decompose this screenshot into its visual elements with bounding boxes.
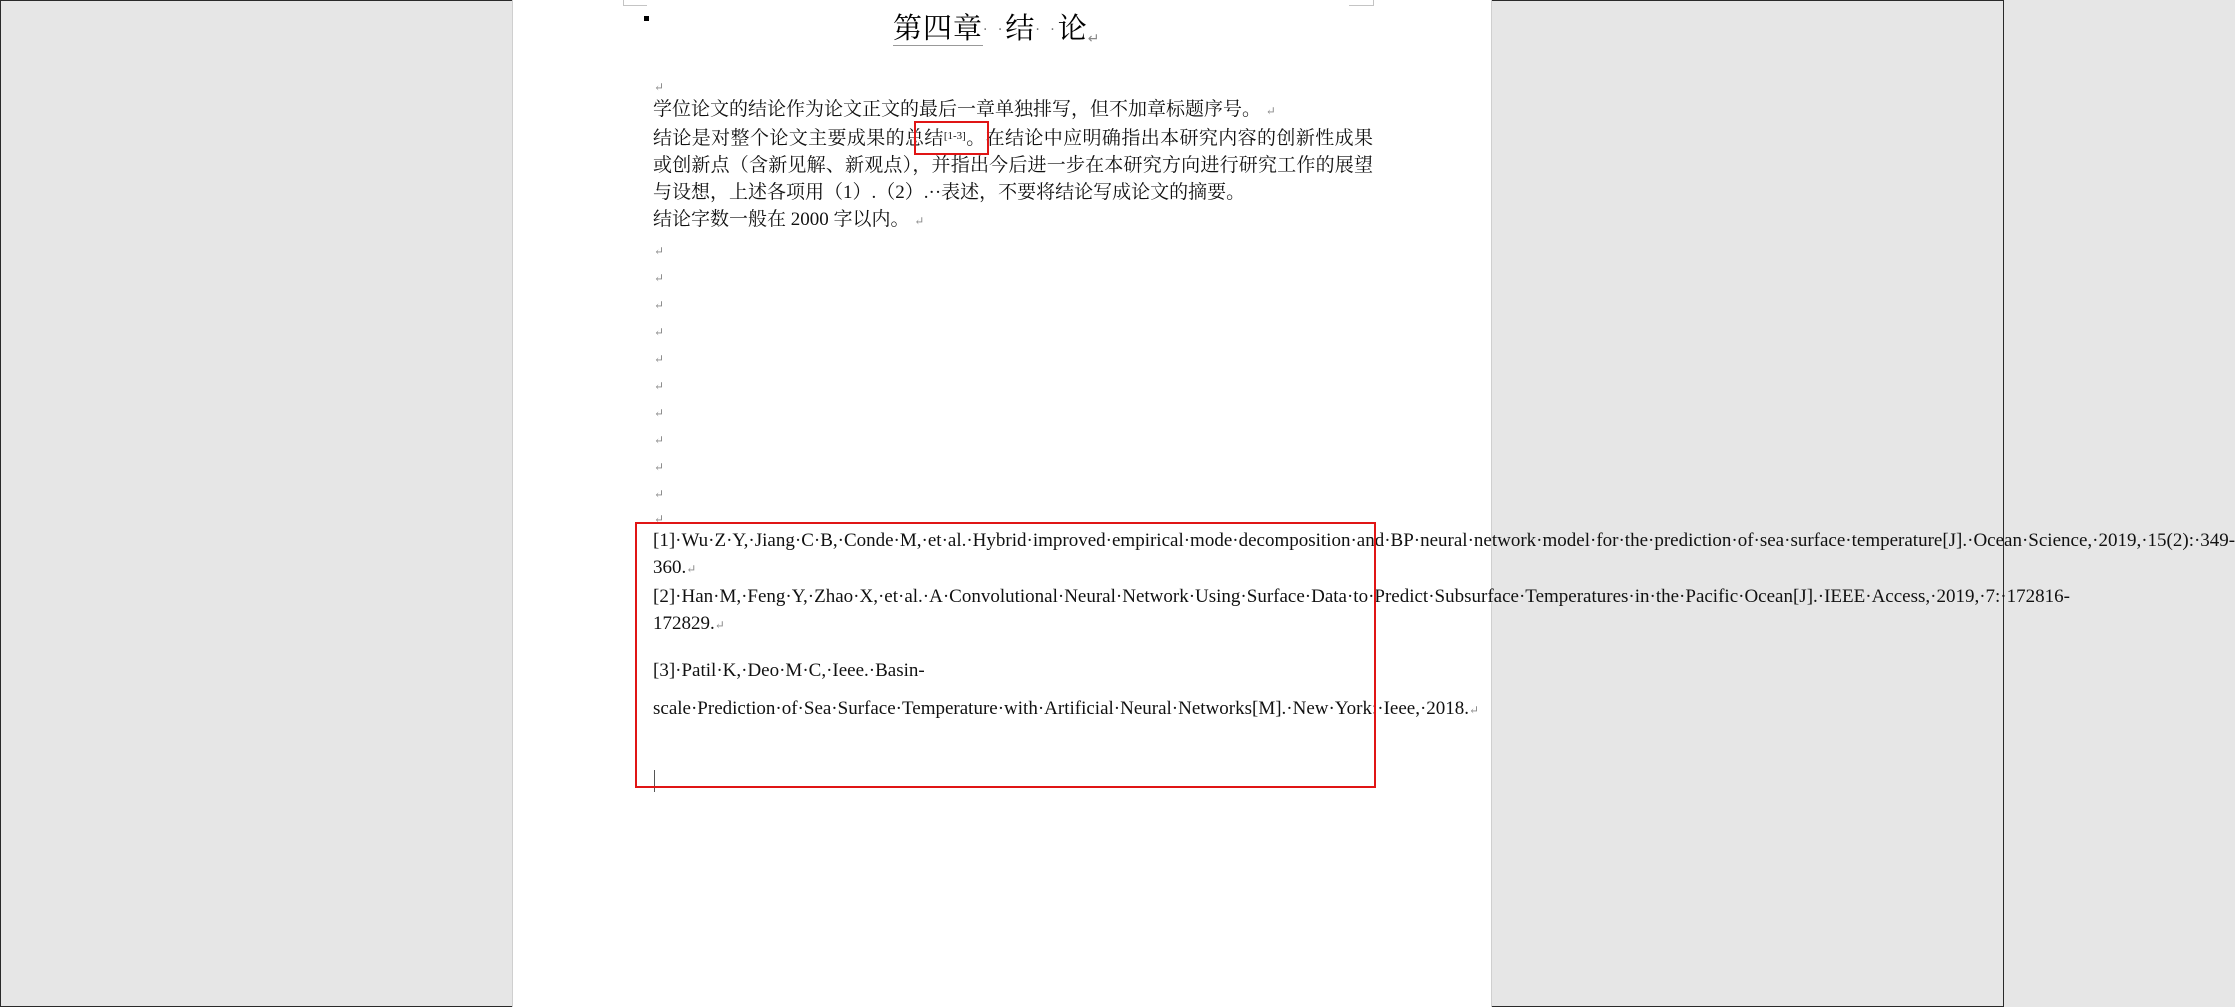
body-text[interactable] bbox=[653, 96, 1373, 235]
paragraph-mark-icon: ↵ bbox=[654, 244, 665, 258]
paragraph-mark-icon: ↵ bbox=[654, 325, 665, 339]
heading-bullet-marker bbox=[644, 16, 649, 21]
title-space-marks-2: · · bbox=[1035, 22, 1058, 38]
body-paragraph-2: 结论是对整个论文主要成果的总结[1-3]。在结论中应明确指出本研究内容的创新性成果或创新点（含新见解、新观点），并指出今后进一步在本研究方向进行研究工作的展望与设想，上述各项用（1）.（2）.··表述，不要将结论写成论文的摘要。 bbox=[653, 128, 1373, 203]
paragraph-mark-icon: ↵ bbox=[1469, 703, 1480, 717]
reference-item: [1]·Wu·Z·Y,·Jiang·C·B,·Conde·M,·et·al.·Hybrid·improved·empirical·mode·decomposition·and·BP·neural·network·model·for·the·prediction·of·sea·surface·temperature[J].·Ocean·Science,·2019,·15(2):·349-360.↵ bbox=[653, 530, 2235, 578]
chapter-title[interactable] bbox=[893, 6, 1101, 47]
paragraph-mark-icon: ↵ bbox=[654, 271, 665, 285]
paragraph-mark-icon: ↵ bbox=[654, 512, 665, 526]
paragraph-mark-icon: ↵ bbox=[654, 433, 665, 447]
reference-item: [2]·Han·M,·Feng·Y,·Zhao·X,·et·al.·A·Convolutional·Neural·Network·Using·Surface·Data·to·Predict·Subsurface·Temperatures·in·the·Pacific·Ocean[J].·IEEE·Access,·2019,·7:·172816-172829.↵ bbox=[653, 586, 2070, 634]
paragraph-mark-icon: ↵ bbox=[654, 298, 665, 312]
body-paragraph-3: 结论字数一般在 2000 字以内。 ↵ bbox=[653, 209, 925, 230]
crop-mark-right bbox=[1373, 0, 1374, 6]
body-paragraph-1: 学位论文的结论作为论文正文的最后一章单独排写，但不加章标题序号。 ↵ bbox=[653, 99, 1276, 120]
paragraph-mark-icon: ↵ bbox=[686, 562, 697, 576]
paragraph-mark-icon: ↵ bbox=[1087, 31, 1101, 47]
chapter-title-char1: 结 bbox=[1005, 11, 1036, 45]
citation-superscript[interactable]: [1-3] bbox=[943, 130, 966, 142]
paragraph-mark-icon: ↵ bbox=[654, 406, 665, 420]
document-page[interactable] bbox=[512, 0, 2235, 1007]
title-space-marks: · · bbox=[983, 22, 1006, 38]
chapter-title-char2: 论 bbox=[1057, 11, 1088, 45]
chapter-number: 第四章 bbox=[893, 11, 984, 45]
citation-highlight-box bbox=[914, 121, 989, 155]
crop-mark-right-h bbox=[1349, 5, 1373, 6]
paragraph-mark-icon: ↵ bbox=[654, 379, 665, 393]
paragraph-mark-icon: ↵ bbox=[654, 80, 665, 94]
paragraph-mark-icon: ↵ bbox=[654, 460, 665, 474]
paragraph-mark-icon: ↵ bbox=[1265, 104, 1276, 118]
reference-item: [3]·Patil·K,·Deo·M·C,·Ieee.·Basin-scale·Prediction·of·Sea·Surface·Temperature·with·Artificial·Neural·Networks[M].·New·York:·Ieee,·2018.↵ bbox=[653, 660, 1480, 719]
paragraph-mark-icon: ↵ bbox=[914, 214, 925, 228]
crop-mark-left-h bbox=[623, 5, 647, 6]
paragraph-mark-icon: ↵ bbox=[654, 352, 665, 366]
paragraph-mark-icon: ↵ bbox=[714, 618, 725, 632]
paragraph-mark-icon: ↵ bbox=[654, 487, 665, 501]
